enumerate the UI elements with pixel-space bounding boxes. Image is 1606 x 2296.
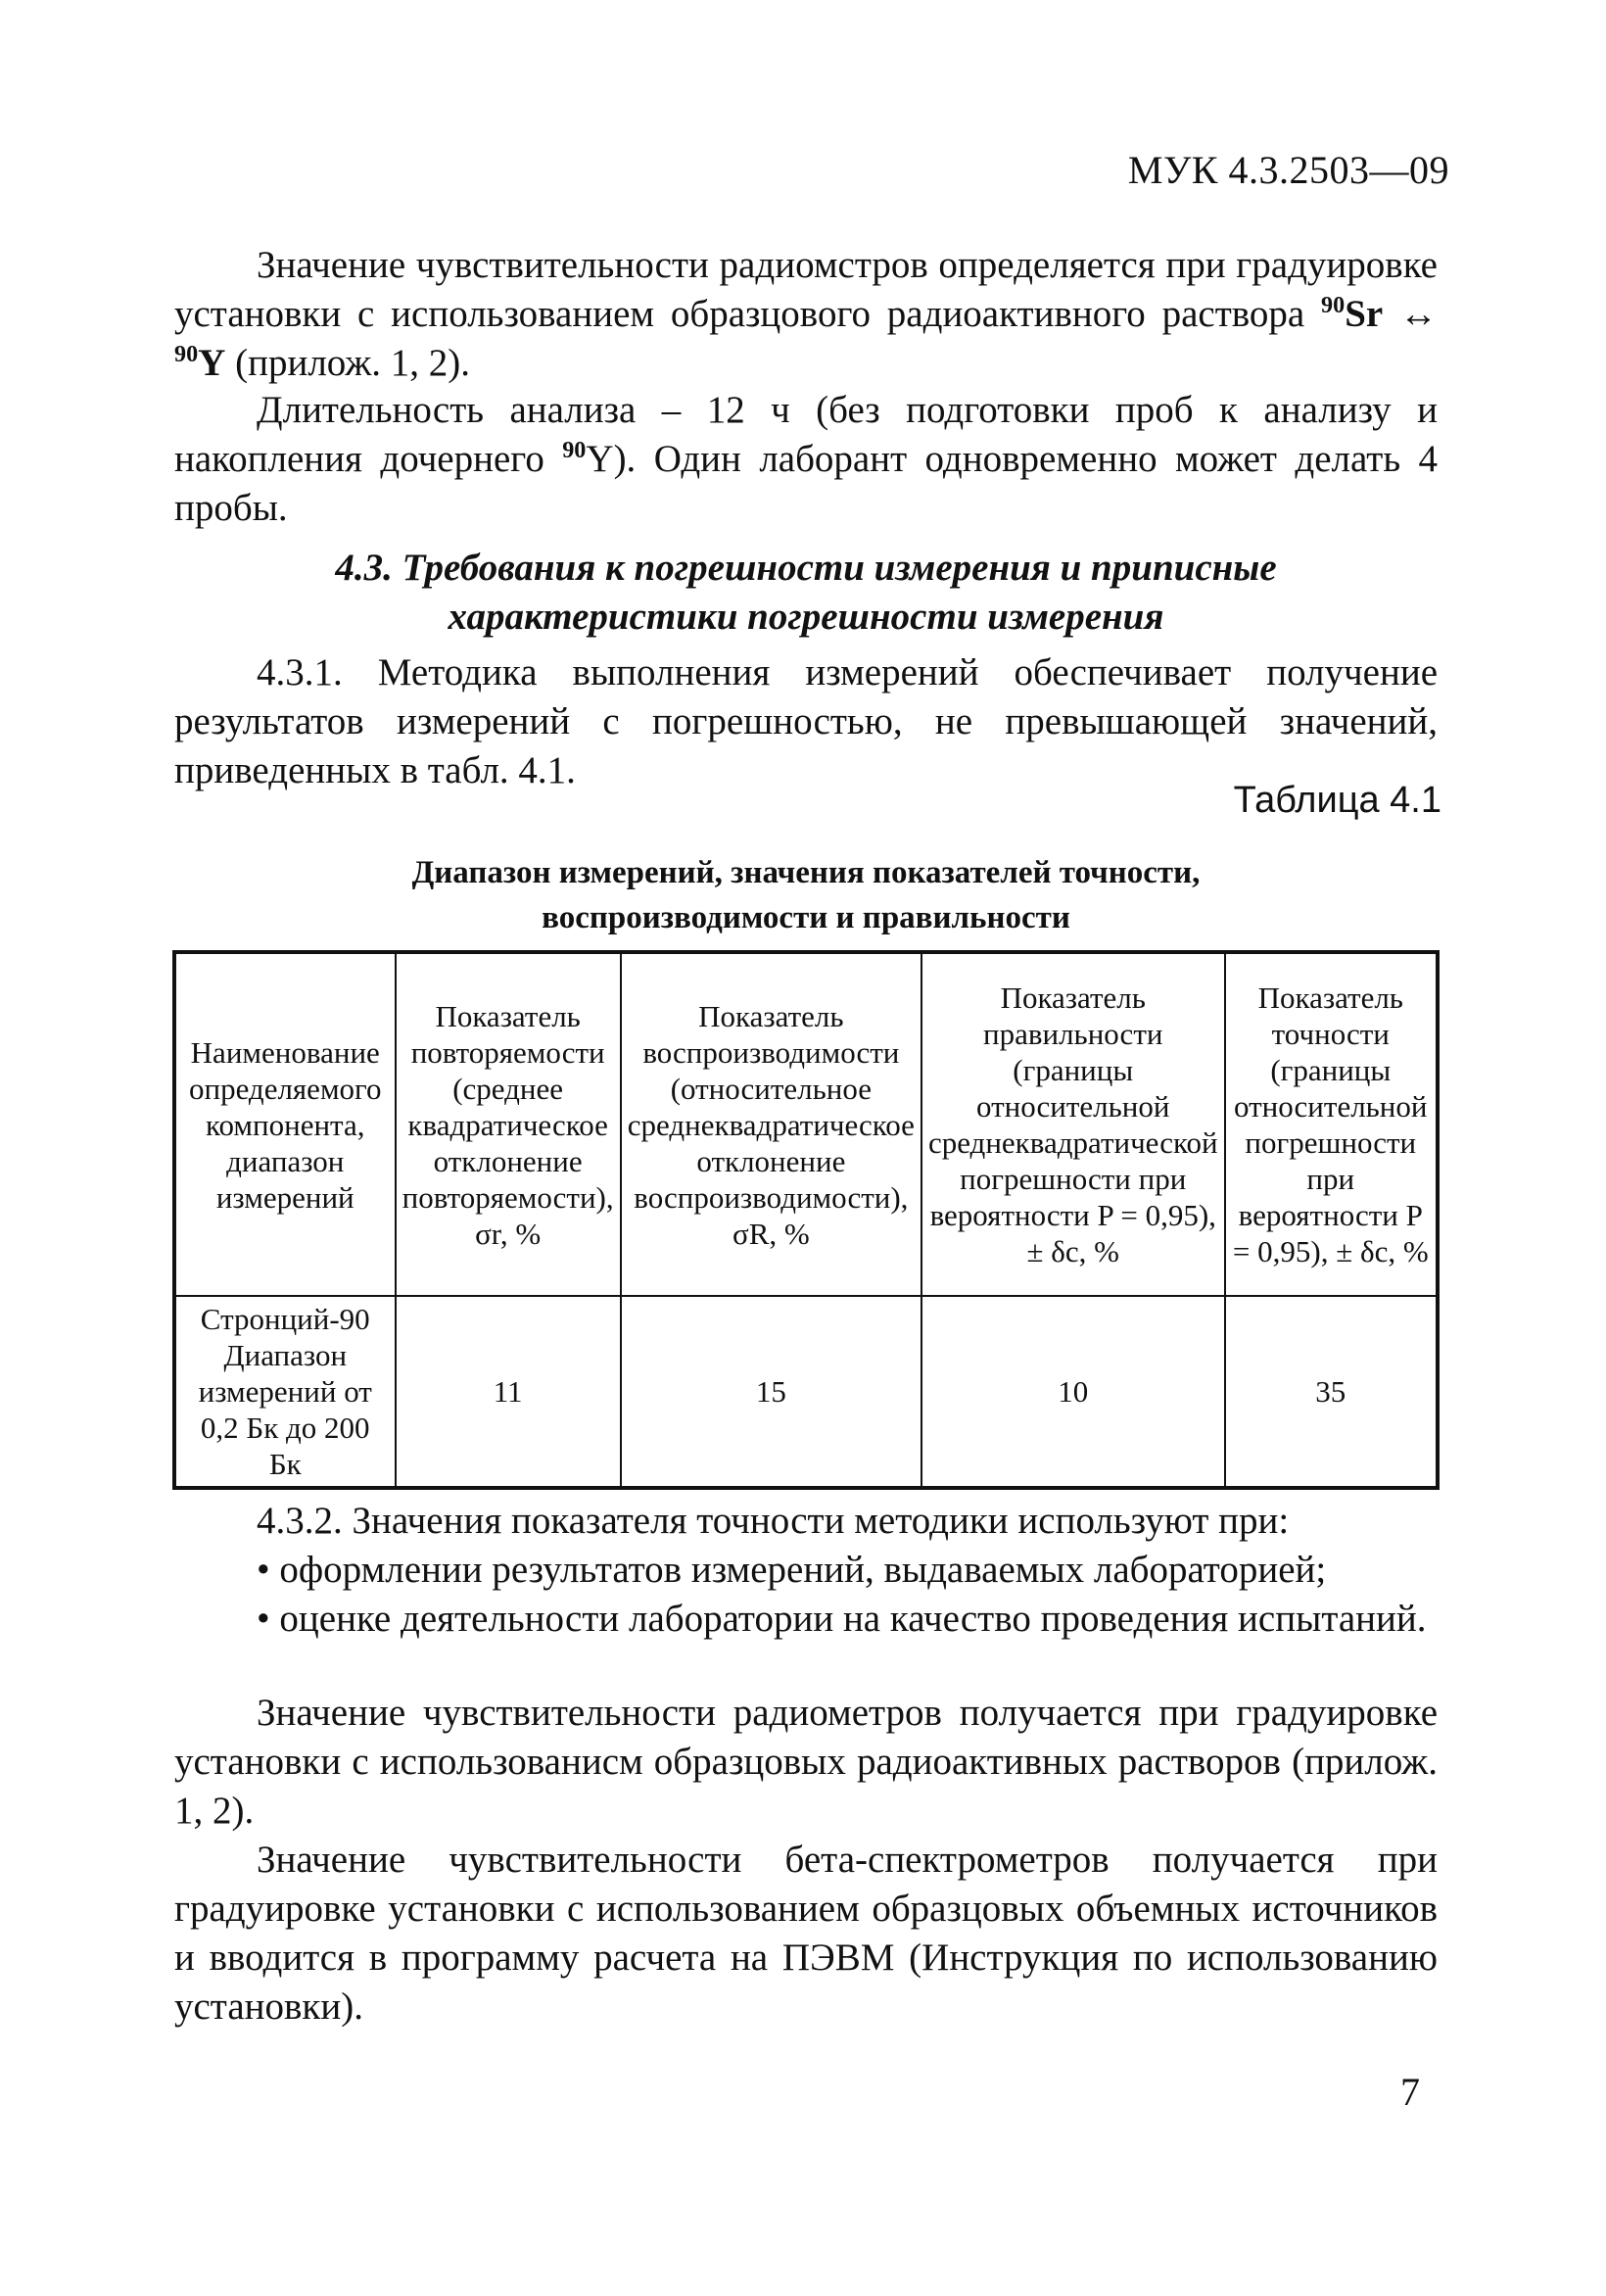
section-heading-4-3 bbox=[174, 544, 1438, 642]
cell-component: Стронций-90 Диапазон измерений от 0,2 Бк до 200 Бк bbox=[174, 1296, 396, 1488]
paragraph-sensitivity-radiometers bbox=[174, 241, 1438, 388]
header-repeatability: Показатель повторяемости (среднее квадратическое отклонение повторяемости), σr, % bbox=[396, 952, 621, 1296]
p4-bullet-2: • оценке деятельности лаборатории на качество проведения испытаний. bbox=[257, 1598, 1427, 1640]
paragraph-4-3-2 bbox=[174, 1497, 1438, 1644]
paragraph-radiometer-sensitivity bbox=[174, 1689, 1438, 1836]
paragraph-analysis-duration bbox=[174, 386, 1438, 533]
p1-text-end: (прилож. 1, 2). bbox=[225, 342, 470, 384]
p4-bullet-1: • оформлении результатов измерений, выдаваемых лабораторией; bbox=[257, 1549, 1327, 1591]
table-caption-line-2: воспроизводимости и правильности bbox=[542, 900, 1070, 935]
p2-text-end: ). Один лаборант одновременно может делать 4 пробы. bbox=[174, 438, 1438, 529]
cell-reproducibility: 15 bbox=[621, 1296, 921, 1488]
p2-text: Длительность анализа – 12 ч (без подготовки проб к анализу и накопления дочернего bbox=[174, 389, 1438, 480]
p1-element-1: Sr bbox=[1345, 293, 1384, 335]
accuracy-table bbox=[172, 950, 1440, 1490]
p1-arrow: ↔ bbox=[1383, 293, 1438, 335]
header-trueness: Показатель правильности (границы относительной среднеквадратической погрешности при вероятности P = 0,95), ± δc, % bbox=[921, 952, 1225, 1296]
section-heading-line-1: 4.3. Требования к погрешности измерения и приписные bbox=[335, 547, 1277, 589]
header-reproducibility: Показатель воспроизводимости (относительное среднеквадратическое отклонение воспроизводимости), σR, % bbox=[621, 952, 921, 1296]
p4-intro: 4.3.2. Значения показателя точности методики используют при: bbox=[257, 1500, 1290, 1542]
header-accuracy: Показатель точности (границы относительной погрешности при вероятности P = 0,95), ± δc, % bbox=[1225, 952, 1438, 1296]
document-code: МУК 4.3.2503—09 bbox=[1127, 148, 1449, 192]
table-caption-line-1: Диапазон измерений, значения показателей точности, bbox=[411, 855, 1201, 890]
p2-element: Y bbox=[586, 438, 614, 480]
p5-text: Значение чувствительности радиометров получается при градуировке установки с использованисм образцовых радиоактивных растворов (прилож. 1, 2). bbox=[174, 1692, 1438, 1832]
header-component: Наименование определяемого компонента, диапазон измерений bbox=[174, 952, 396, 1296]
p1-text: Значение чувствительности радиомстров определяется при градуировке установки с использованием образцового радиоактивного раствора bbox=[174, 244, 1438, 335]
paragraph-spectrometer-sensitivity bbox=[174, 1836, 1438, 2032]
p6-text: Значение чувствительности бета-спектрометров получается при градуировке установки с использованием образцовых объемных источников и вводится в программу расчета на ПЭВМ (Инструкция по использованию установки). bbox=[174, 1839, 1438, 2028]
table-caption bbox=[174, 850, 1438, 940]
p1-isotope-2: 90 bbox=[174, 341, 199, 367]
p1-isotope-1: 90 bbox=[1321, 292, 1346, 318]
cell-repeatability: 11 bbox=[396, 1296, 621, 1488]
paragraph-4-3-1 bbox=[174, 648, 1438, 795]
section-heading-line-2: характеристики погрешности измерения bbox=[448, 596, 1164, 638]
cell-accuracy: 35 bbox=[1225, 1296, 1438, 1488]
p3-text: 4.3.1. Методика выполнения измерений обеспечивает получение результатов измерений с погрешностью, не превышающей значений, приведенных в табл. 4.1. bbox=[174, 651, 1438, 791]
table-header-row bbox=[174, 952, 1438, 1296]
table-label: Таблица 4.1 bbox=[1233, 780, 1441, 821]
page-number: 7 bbox=[1400, 2070, 1420, 2114]
table-row bbox=[174, 1296, 1438, 1488]
p1-element-2: Y bbox=[198, 342, 226, 384]
p2-isotope: 90 bbox=[562, 437, 587, 463]
cell-trueness: 10 bbox=[921, 1296, 1225, 1488]
